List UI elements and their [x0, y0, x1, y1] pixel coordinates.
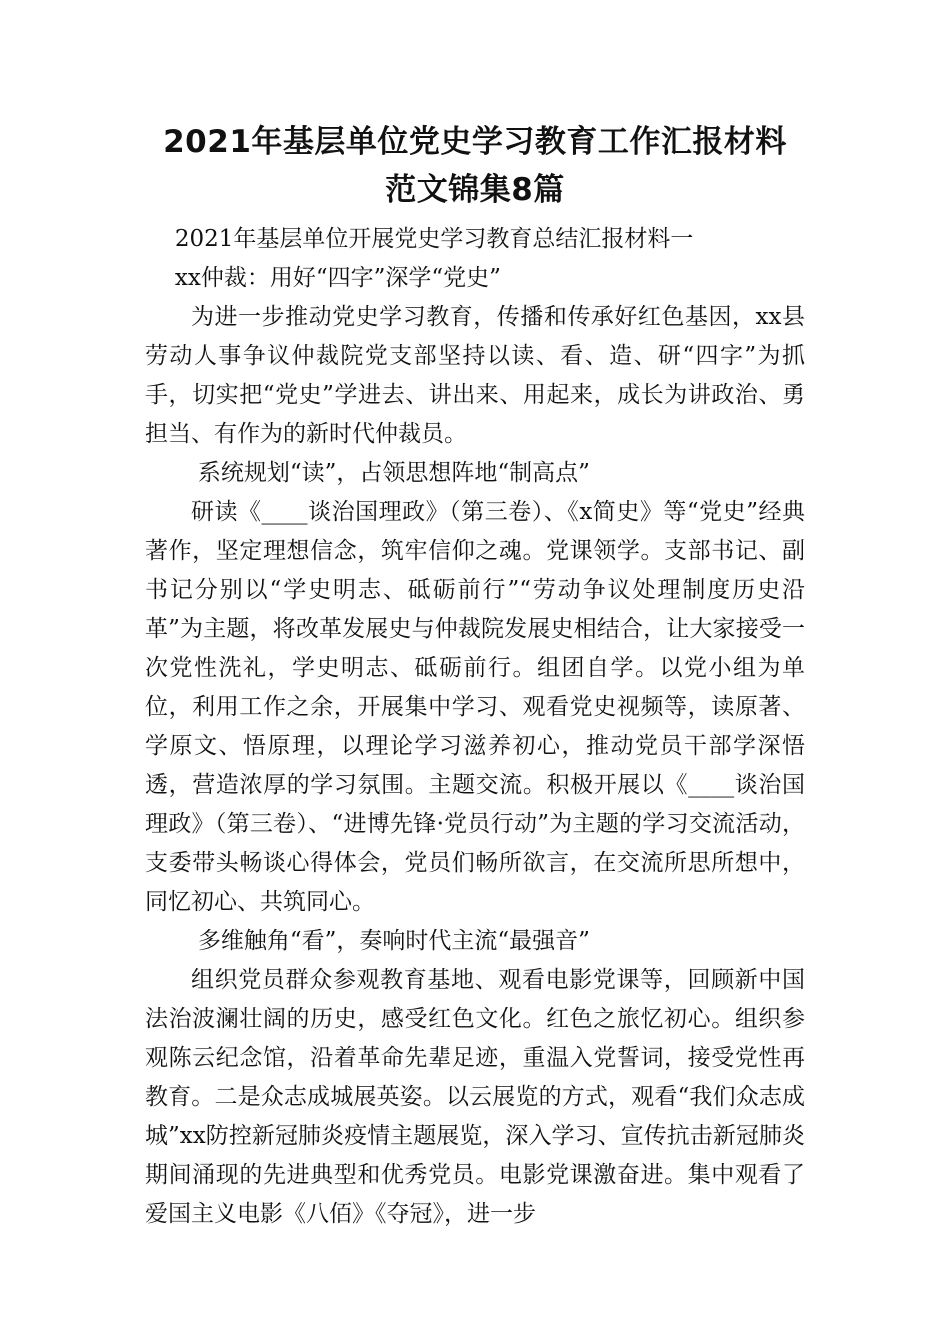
paragraph-watch: 组织党员群众参观教育基地、观看电影党课等，回顾新中国法治波澜壮阔的历史，感受红色文化。红色之旅忆初心。组织参观陈云纪念馆，沿着革命先辈足迹，重温入党誓词，接受党性再教育。二是众志成城展英姿。以云展览的方式，观看“我们众志成城”xx防控新冠肺炎疫情主题展览，深入学习、宣传抗击新冠肺炎期间涌现的先进典型和优秀党员。电影党课激奋进。集中观看了爱国主义电影《八佰》《夺冠》，进一步	[145, 967, 805, 1227]
subheading-watch: 多维触角“看”，奏响时代主流“最强音”	[197, 928, 590, 954]
document-title	[145, 118, 805, 214]
subheading-read: 系统规划“读”，占领思想阵地“制高点”	[197, 460, 590, 486]
article-title: xx仲裁：用好“四字”深学“党史”	[174, 265, 501, 291]
paragraph-intro: 为进一步推动党史学习教育，传播和传承好红色基因，xx县劳动人事争议仲裁院党支部坚持以读、看、造、研“四字”为抓手，切实把“党史”学进去、讲出来、用起来，成长为讲政治、勇担当、有作为的新时代仲裁员。	[145, 304, 805, 447]
section-heading: 2021年基层单位开展党史学习教育总结汇报材料一	[174, 226, 694, 252]
title-line-1: 2021年基层单位党史学习教育工作汇报材料	[163, 124, 787, 160]
title-line-2: 范文锦集8篇	[385, 172, 565, 208]
document-body	[145, 220, 805, 1234]
paragraph-read: 研读《____谈治国理政》（第三卷）、《x简史》等“党史”经典著作，坚定理想信念，筑牢信仰之魂。党课领学。支部书记、副书记分别以“学史明志、砥砺前行”“劳动争议处理制度历史沿革”为主题，将改革发展史与仲裁院发展史相结合，让大家接受一次党性洗礼，学史明志、砥砺前行。组团自学。以党小组为单位，利用工作之余，开展集中学习、观看党史视频等，读原著、学原文、悟原理，以理论学习滋养初心，推动党员干部学深悟透，营造浓厚的学习氛围。主题交流。积极开展以《____谈治国理政》（第三卷）、“进博先锋·党员行动”为主题的学习交流活动，支委带头畅谈心得体会，党员们畅所欲言，在交流所思所想中，同忆初心、共筑同心。	[145, 499, 805, 915]
document-page	[145, 118, 805, 1234]
